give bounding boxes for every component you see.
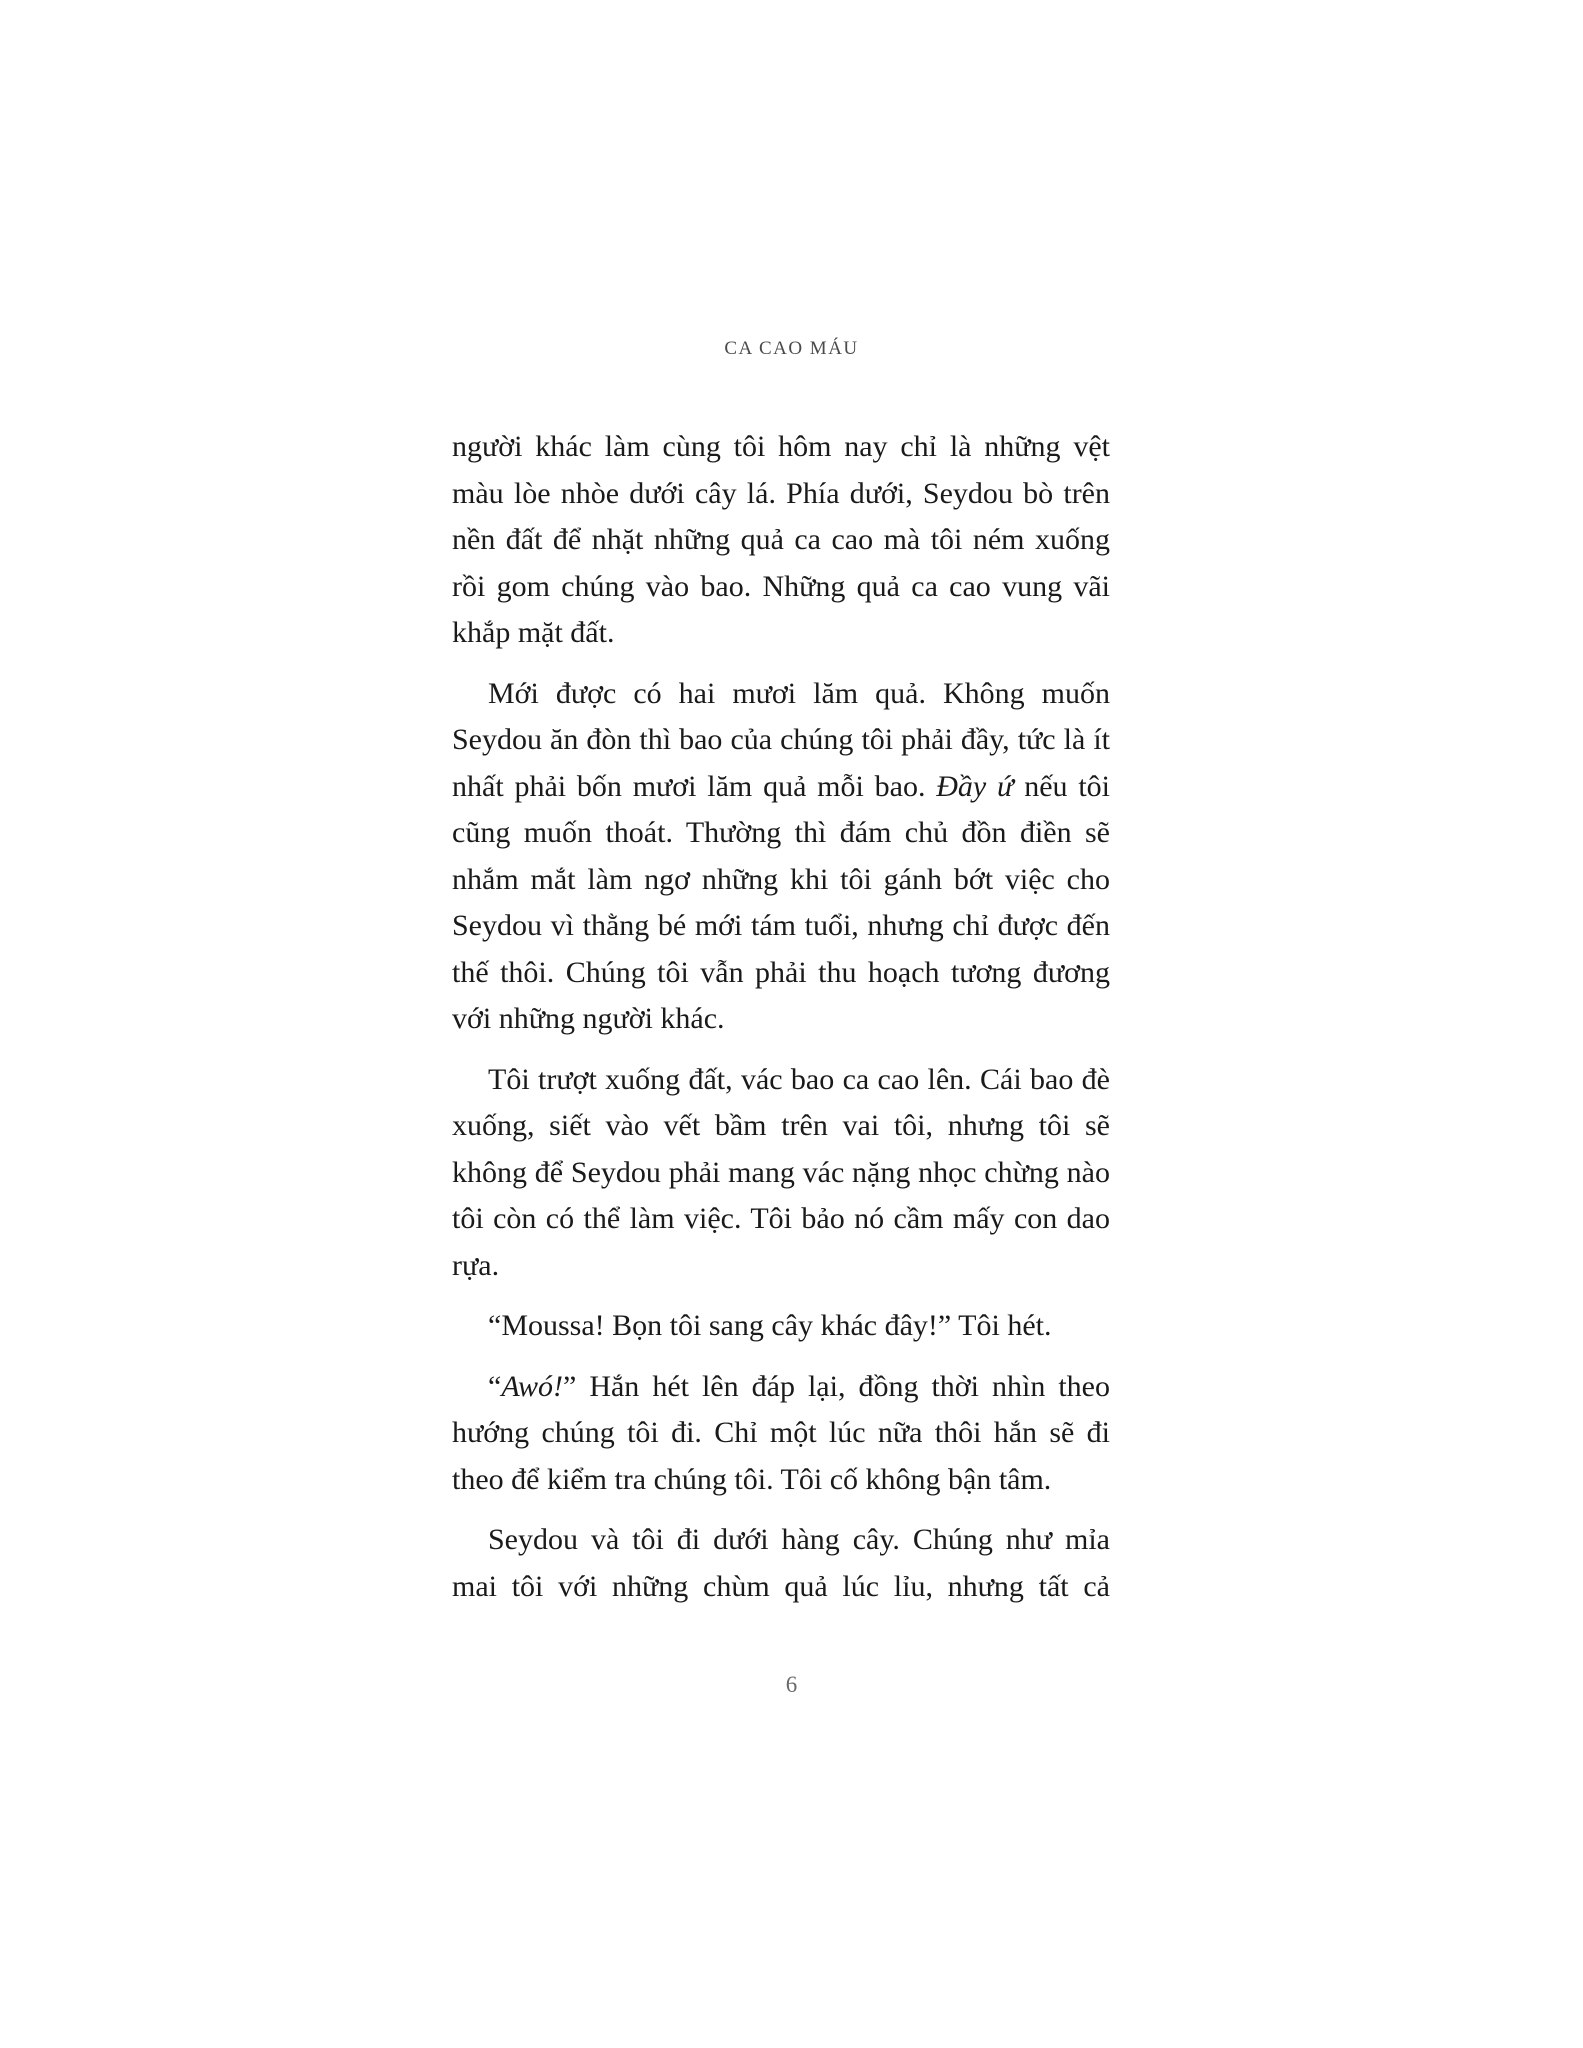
paragraph-1 [452,424,1110,657]
paragraph-text: ” Hắn hét lên đáp lại, đồng thời nhìn theo hướng chúng tôi đi. Chỉ một lúc nữa thôi hắn sẽ đi theo để kiểm tra chúng tôi. Tôi cố không bận tâm. [452,1369,1110,1496]
paragraph-text: “Moussa! Bọn tôi sang cây khác đây!” Tôi hét. [488,1309,1052,1342]
paragraph-text: Tôi trượt xuống đất, vác bao ca cao lên. Cái bao đè xuống, siết vào vết bầm trên vai tôi, nhưng tôi sẽ không để Seydou phải mang vác nặng nhọc chừng nào tôi còn có thể làm việc. Tôi bảo nó cầm mấy con dao rựa. [452,1062,1110,1282]
paragraph-4 [452,1303,1110,1350]
emphasis-text: Đầy ứ [936,769,1014,803]
paragraph-5 [452,1364,1110,1504]
paragraph-3 [452,1057,1110,1290]
running-header: CA CAO MÁU [724,338,859,359]
paragraph-text: Seydou và tôi đi dưới hàng cây. Chúng như mỉa mai tôi với những chùm quả lúc lỉu, nhưng tất cả [452,1523,1110,1603]
page-number: 6 [785,1672,798,1697]
emphasis-text: Awó! [501,1369,563,1403]
paragraph-text: nếu tôi cũng muốn thoát. Thường thì đám chủ đồn điền sẽ nhắm mắt làm ngơ những khi tôi gánh bớt việc cho Seydou vì thằng bé mới tám tuổi, nhưng chỉ được đến thế thôi. Chúng tôi vẫn phải thu hoạch tương đương với những người khác. [452,769,1110,1035]
paragraph-2 [452,671,1110,1043]
paragraph-text: người khác làm cùng tôi hôm nay chỉ là những vệt màu lòe nhòe dưới cây lá. Phía dưới, Seydou bò trên nền đất để nhặt những quả ca cao mà tôi ném xuống rồi gom chúng vào bao. Những quả ca cao vung vãi khắp mặt đất. [452,430,1110,649]
paragraph-text: “ [488,1369,502,1403]
body-text [452,424,1110,1624]
paragraph-6 [452,1517,1110,1610]
paragraph-text: Mới được có hai mươi lăm quả. Không muốn Seydou ăn đòn thì bao của chúng tôi phải đầy, tức là ít nhất phải bốn mươi lăm quả mỗi bao. [452,676,1110,803]
